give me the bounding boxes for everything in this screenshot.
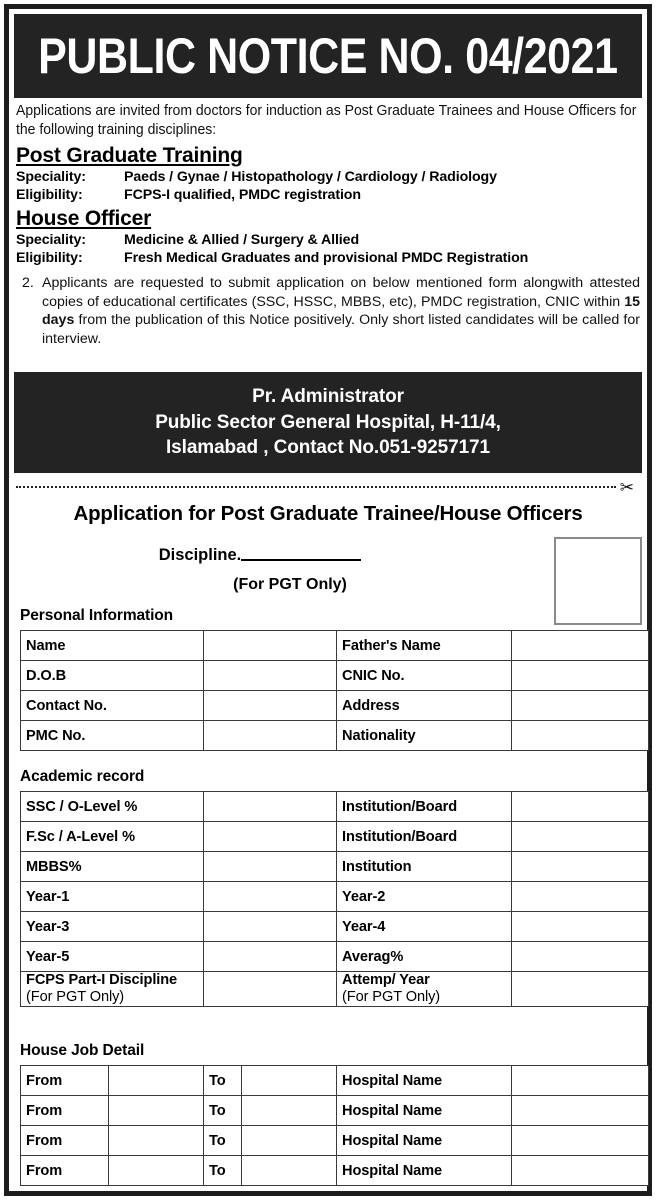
section-label-house-job-detail: House Job Detail [20,1042,145,1059]
cell-input-year-3[interactable] [204,912,337,942]
cell-label-nationality: Nationality [337,721,512,751]
discipline-label: Discipline. [158,546,242,564]
contact-city-phone: Islamabad , Contact No.051-9257171 [166,437,490,459]
cell-input-fcps-part1-discipline[interactable] [204,972,337,1007]
table-row [21,661,649,691]
cell-label-cnic-no: CNIC No. [337,661,512,691]
cell-label-from-2: From [21,1096,109,1126]
pgt-eligibility-value: FCPS-I qualified, PMDC registration [124,186,361,203]
cell-input-pmc-no[interactable] [204,721,337,751]
table-row [21,792,649,822]
ho-eligibility-value: Fresh Medical Graduates and provisional PMDC Registration [124,250,529,267]
table-row [21,852,649,882]
discipline-pgt-only-note: (For PGT Only) [233,576,347,593]
cell-input-nationality[interactable] [512,721,649,751]
notice-title-bar [14,14,642,98]
section-house-officer [16,204,640,267]
notice-clause-2 [16,274,640,348]
pgt-eligibility-row [16,186,640,204]
cell-input-from-3[interactable] [109,1126,204,1156]
clause-number: 2. [22,275,34,292]
cell-label-address: Address [337,691,512,721]
cell-label-from-3: From [21,1126,109,1156]
cell-input-hospital-name-2[interactable] [512,1096,649,1126]
cell-input-dob[interactable] [204,661,337,691]
notice-body [16,102,640,348]
page-title: PUBLIC NOTICE NO. 04/2021 [38,28,618,84]
cell-input-hospital-name-3[interactable] [512,1126,649,1156]
cell-input-hospital-name-4[interactable] [512,1156,649,1186]
table-row [21,631,649,661]
discipline-input[interactable] [241,559,361,561]
clause-text-part1: Applicants are requested to submit application on below mentioned form alongwith attested copies of educational certificates (SSC, HSSC, MBBS, etc), PMDC registration, CNIC within [42,275,640,310]
cell-input-attempt-year[interactable] [512,972,649,1007]
cell-label-mbbs-institution: Institution [337,852,512,882]
table-row [21,1066,649,1096]
table-row [21,721,649,751]
cell-label-year-1: Year-1 [21,882,204,912]
cell-label-ssc-olevel: SSC / O-Level % [21,792,204,822]
cell-input-year-5[interactable] [204,942,337,972]
attempt-year-label-line2: (For PGT Only) [342,988,441,1005]
table-row [21,822,649,852]
cell-label-mbbs-percent: MBBS% [21,852,204,882]
section-label-academic-record: Academic record [20,768,145,785]
table-row [21,882,649,912]
cell-label-from-1: From [21,1066,109,1096]
cell-label-hospital-name-2: Hospital Name [337,1096,512,1126]
cell-label-fathers-name: Father's Name [337,631,512,661]
fcps-discipline-label-line2: (For PGT Only) [26,988,125,1005]
ho-speciality-row [16,231,640,249]
cell-label-to-1: To [204,1066,242,1096]
cell-label-fsc-alevel: F.Sc / A-Level % [21,822,204,852]
notice-intro-paragraph: Applications are invited from doctors for induction as Post Graduate Trainees and House Officers for the following training disciplines: [16,103,637,139]
clause-emphasis-15-days: 15 days [42,293,640,329]
cell-input-fsc-institution-board[interactable] [512,822,649,852]
section-label-personal-information: Personal Information [20,607,174,624]
clause-text-part2: from the publication of this Notice positively. Only short listed candidates will be called for interview. [42,312,640,347]
cell-label-from-4: From [21,1156,109,1186]
cell-input-address[interactable] [512,691,649,721]
cell-label-attempt-year [337,972,512,1007]
ho-eligibility-label: Eligibility: [16,250,83,267]
scissors-icon: ✂ [619,477,634,497]
cell-input-to-4[interactable] [242,1156,337,1186]
clause-text [42,274,640,348]
cell-input-mbbs-percent[interactable] [204,852,337,882]
cell-input-name[interactable] [204,631,337,661]
contact-hospital-address: Public Sector General Hospital, H-11/4, [155,411,501,433]
cell-input-hospital-name-1[interactable] [512,1066,649,1096]
contact-designation: Pr. Administrator [252,386,404,408]
photograph-box[interactable] [554,537,642,625]
section-post-graduate-training [16,141,640,204]
cell-label-ssc-institution-board: Institution/Board [337,792,512,822]
table-row [21,942,649,972]
ho-eligibility-row [16,249,640,267]
table-row [21,1096,649,1126]
pgt-speciality-value: Paeds / Gynae / Histopathology / Cardiology / Radiology [124,168,497,185]
dotted-divider [16,486,616,488]
cell-label-pmc-no: PMC No. [21,721,204,751]
cell-label-hospital-name-1: Hospital Name [337,1066,512,1096]
cell-input-ssc-olevel[interactable] [204,792,337,822]
section-heading-pgt: Post Graduate Training [16,143,243,167]
cell-label-to-3: To [204,1126,242,1156]
cell-input-year-1[interactable] [204,882,337,912]
pgt-speciality-row [16,168,640,186]
cut-here-line [16,478,640,496]
section-heading-house-officer: House Officer [16,206,152,230]
cell-input-fathers-name[interactable] [512,631,649,661]
contact-block [14,372,642,473]
pgt-speciality-label: Speciality: [16,168,86,185]
personal-information-table [20,630,649,751]
cell-input-ssc-institution-board[interactable] [512,792,649,822]
document-inner-area [10,10,646,1190]
table-row [21,1126,649,1156]
discipline-field-wrap [10,546,510,565]
cell-label-year-5: Year-5 [21,942,204,972]
house-job-detail-table [20,1065,649,1186]
attempt-year-label-line1: Attemp/ Year [342,972,430,988]
cell-input-mbbs-institution[interactable] [512,852,649,882]
cell-input-average-percent[interactable] [512,942,649,972]
discipline-line [159,546,362,564]
cell-label-to-2: To [204,1096,242,1126]
cell-input-year-4[interactable] [512,912,649,942]
cell-input-from-1[interactable] [109,1066,204,1096]
cell-label-name: Name [21,631,204,661]
cell-label-average-percent: Averag% [337,942,512,972]
cell-input-to-3[interactable] [242,1126,337,1156]
cell-label-year-4: Year-4 [337,912,512,942]
cell-label-hospital-name-4: Hospital Name [337,1156,512,1186]
cell-label-year-3: Year-3 [21,912,204,942]
cell-label-hospital-name-3: Hospital Name [337,1126,512,1156]
cell-input-from-2[interactable] [109,1096,204,1126]
cell-input-from-4[interactable] [109,1156,204,1186]
table-row [21,972,649,1007]
cell-input-to-2[interactable] [242,1096,337,1126]
form-title: Application for Post Graduate Trainee/House Officers [73,502,583,525]
table-row [21,1156,649,1186]
cell-label-dob: D.O.B [21,661,204,691]
cell-input-year-2[interactable] [512,882,649,912]
cell-label-to-4: To [204,1156,242,1186]
table-row [21,912,649,942]
ho-speciality-label: Speciality: [16,231,86,248]
cell-input-cnic-no[interactable] [512,661,649,691]
table-row [21,691,649,721]
cell-label-fsc-institution-board: Institution/Board [337,822,512,852]
cell-label-contact-no: Contact No. [21,691,204,721]
fcps-discipline-label-line1: FCPS Part-I Discipline [26,972,178,988]
cell-input-fsc-alevel[interactable] [204,822,337,852]
ho-speciality-value: Medicine & Allied / Surgery & Allied [124,231,360,248]
cell-label-year-2: Year-2 [337,882,512,912]
academic-record-table [20,791,649,1007]
cell-input-to-1[interactable] [242,1066,337,1096]
pgt-eligibility-label: Eligibility: [16,186,83,203]
cell-input-contact-no[interactable] [204,691,337,721]
cell-label-fcps-part1-discipline [21,972,204,1007]
